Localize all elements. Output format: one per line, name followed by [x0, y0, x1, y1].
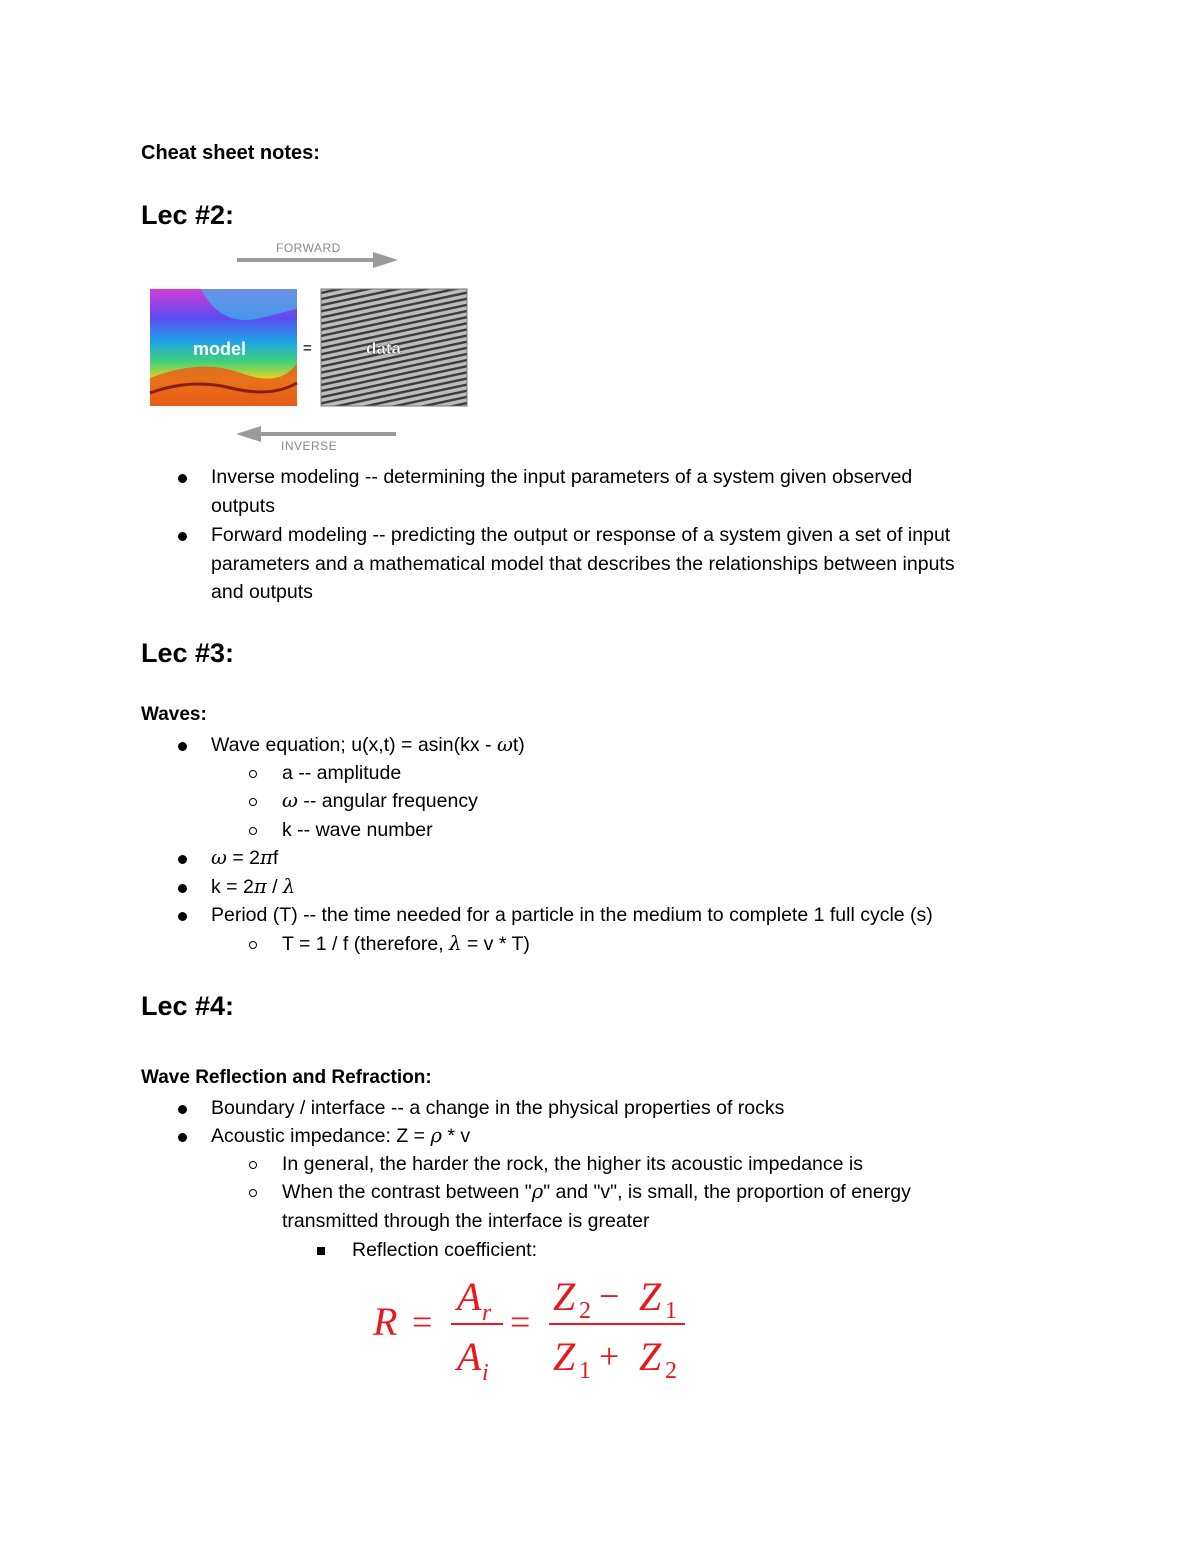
svg-text:A: A [457, 1334, 482, 1379]
svg-text:−: − [599, 1276, 620, 1316]
svg-text:+: + [599, 1336, 620, 1376]
svg-text:1: 1 [665, 1298, 677, 1324]
harder-rock-item: In general, the harder the rock, the higher its acoustic impedance is [282, 1153, 863, 1175]
bullet-ring [249, 798, 257, 806]
svg-text:Z: Z [639, 1334, 662, 1379]
bullet-ring [249, 770, 257, 778]
wave-equation-item: Wave equation; u(x,t) = asin(kx - ωt) [211, 733, 525, 756]
wave-number-item: k -- wave number [282, 819, 433, 841]
svg-text:2: 2 [579, 1298, 591, 1324]
equals-sign: = [303, 340, 312, 357]
forward-label: FORWARD [276, 241, 341, 255]
svg-text:Z: Z [553, 1274, 576, 1319]
angular-frequency-item: ω -- angular frequency [282, 789, 478, 812]
waves-subheading: Waves: [141, 704, 207, 725]
bullet-ring [249, 827, 257, 835]
lec2-heading: Lec #2: [141, 200, 235, 230]
period-formula-item: T = 1 / f (therefore, λ = v * T) [282, 932, 530, 955]
bullet-dot [178, 532, 187, 541]
inverse-label: INVERSE [281, 439, 338, 453]
document-title: Cheat sheet notes: [141, 142, 320, 164]
svg-text:A: A [457, 1274, 482, 1319]
svg-text:Z: Z [553, 1334, 576, 1379]
reflection-coefficient-item: Reflection coefficient: [352, 1239, 537, 1261]
svg-text:=: = [510, 1302, 531, 1342]
omega-equation-item: ω = 2πf [211, 846, 279, 869]
forward-modeling-item: Forward modeling -- predicting the output or response of a system given a set of input parameters and a mathematical model that describes the relationships between inputs and outputs [211, 524, 955, 603]
contrast-item: When the contrast between "ρ" and "v", is small, the proportion of energy transmitted through the interface is greater [282, 1180, 911, 1232]
bullet-dot [178, 884, 187, 893]
svg-text:1: 1 [579, 1358, 591, 1384]
reflection-coefficient-formula [365, 1272, 695, 1392]
bullet-dot [178, 1105, 187, 1114]
bullet-ring [249, 1161, 257, 1169]
bullet-dot [178, 855, 187, 864]
svg-text:2: 2 [665, 1358, 677, 1384]
svg-text:r: r [482, 1300, 492, 1326]
bullet-ring [249, 941, 257, 949]
svg-text:Z: Z [639, 1274, 662, 1319]
svg-text:=: = [412, 1302, 433, 1342]
period-item: Period (T) -- the time needed for a particle in the medium to complete 1 full cycle (s) [211, 904, 933, 926]
amplitude-item: a -- amplitude [282, 762, 402, 784]
lec4-heading: Lec #4: [141, 991, 235, 1021]
boundary-item: Boundary / interface -- a change in the physical properties of rocks [211, 1097, 785, 1119]
acoustic-impedance-item: Acoustic impedance: Z = ρ * v [211, 1124, 471, 1147]
bullet-square [317, 1247, 325, 1255]
bullet-dot [178, 1133, 187, 1142]
reflection-refraction-subheading: Wave Reflection and Refraction: [141, 1067, 432, 1088]
inverse-modeling-item: Inverse modeling -- determining the input parameters of a system given observed outputs [211, 466, 913, 517]
forward-inverse-diagram [141, 238, 481, 458]
svg-text:R: R [373, 1299, 398, 1344]
bullet-dot [178, 742, 187, 751]
bullet-dot [178, 912, 187, 921]
k-equation-item: k = 2π / λ [211, 875, 296, 898]
model-label: model [193, 339, 247, 359]
svg-text:i: i [482, 1360, 489, 1386]
bullet-ring [249, 1189, 257, 1197]
data-label: data [366, 339, 401, 358]
lec3-heading: Lec #3: [141, 638, 235, 668]
bullet-dot [178, 474, 187, 483]
